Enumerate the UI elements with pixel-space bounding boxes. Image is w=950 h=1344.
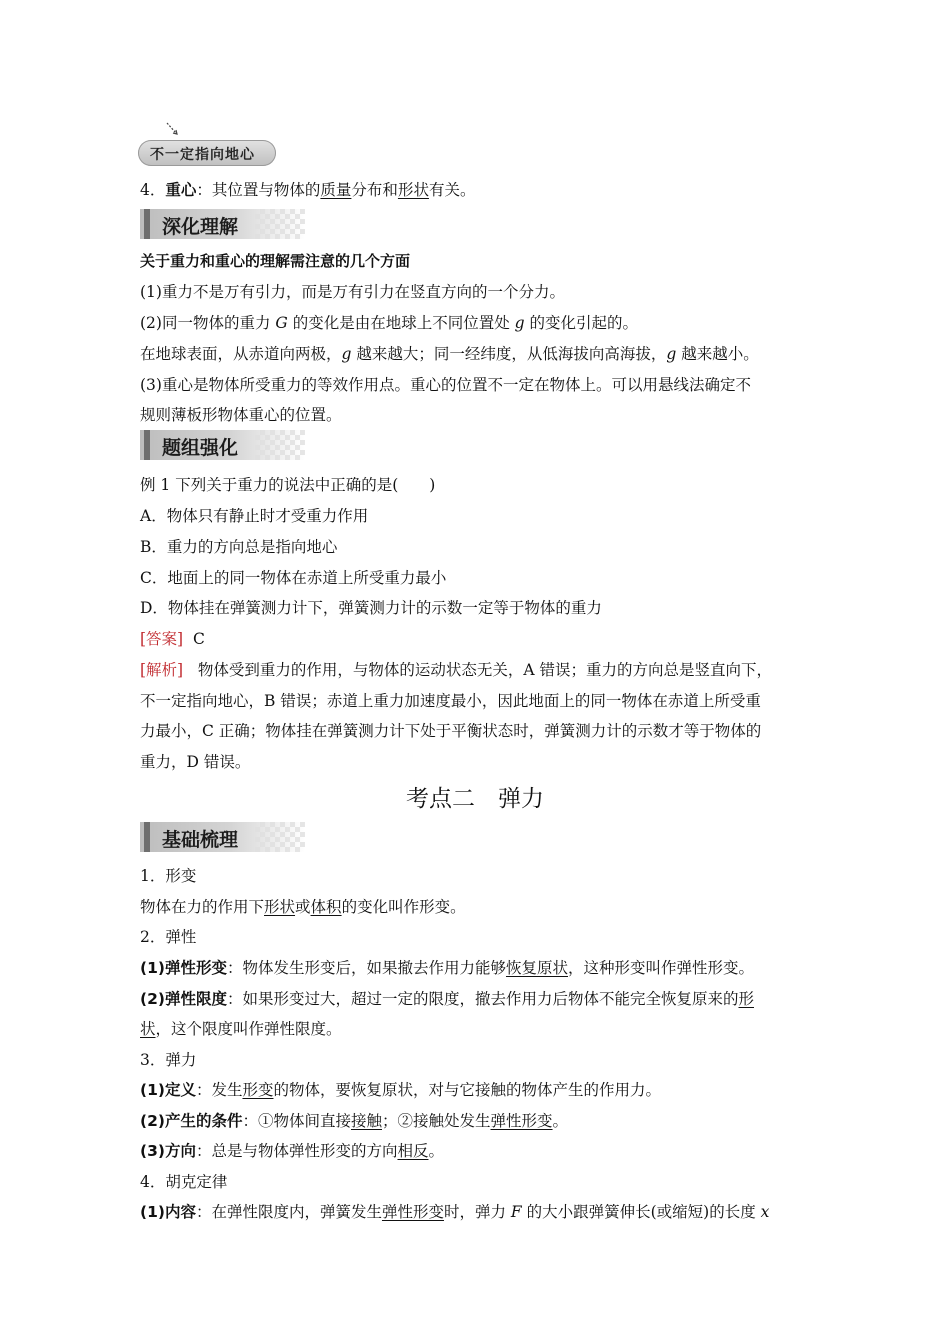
deepen-point-2-detail: 在地球表面，从赤道向两极，g 越来越大；同一经纬度，从低海拔向高海拔，g 越来越小。	[140, 345, 759, 363]
blank-deform: 形变	[242, 1081, 274, 1099]
deformation-definition: 物体在力的作用下形状或体积的变化叫作形变。	[140, 898, 466, 916]
section-bar-practice	[140, 430, 305, 460]
deepen-point-1: (1)重力不是万有引力，而是万有引力在竖直方向的一个分力。	[140, 283, 565, 301]
annotation-note-label: 不一定指向地心	[150, 147, 255, 163]
blank-mass: 质量	[320, 181, 352, 199]
blank-opposite: 相反	[397, 1142, 429, 1160]
blank-contact: 接触	[350, 1112, 382, 1130]
heading-elastic-force: 3．弹力	[140, 1051, 197, 1069]
section-heading-basics: 基础梳理	[162, 829, 239, 851]
analysis-label: [解析]	[140, 661, 184, 679]
blank-elastic-deform: 弹性形变	[490, 1112, 553, 1130]
elastic-deformation: (1)弹性形变：物体发生形变后，如果撤去作用力能够恢复原状，这种形变叫作弹性形变。	[140, 959, 755, 977]
option-b: B．重力的方向总是指向地心	[140, 538, 338, 556]
chapter-title: 考点二 弹力	[406, 786, 544, 812]
elastic-limit-line2: 状，这个限度叫作弹性限度。	[140, 1020, 342, 1038]
analysis-line1: [解析] 物体受到重力的作用，与物体的运动状态无关，A 错误；重力的方向总是竖直向下，	[140, 661, 773, 679]
blank-elastic-deform-2: 弹性形变	[381, 1203, 444, 1221]
heading-elasticity: 2．弹性	[140, 928, 197, 946]
section-heading-practice: 题组强化	[162, 437, 239, 459]
deepen-point-3-line2: 规则薄板形物体重心的位置。	[140, 406, 342, 424]
heading-deformation: 1．形变	[140, 867, 197, 885]
analysis-line3: 力最小，C 正确；物体挂在弹簧测力计下处于平衡状态时，弹簧测力计的示数才等于物体的	[140, 722, 762, 740]
blank-shape-2: 形状	[264, 898, 296, 916]
analysis-line4: 重力，D 错误。	[140, 753, 251, 771]
annotation-pointer-icon	[164, 120, 184, 140]
gravity-center-line: 4．重心：其位置与物体的质量分布和形状有关。	[140, 181, 476, 199]
hooke-content: (1)内容：在弹性限度内，弹簧发生弹性形变时，弹力 F 的大小跟弹簧伸长(或缩短)的长度 x	[140, 1203, 770, 1221]
heading-hooke: 4．胡克定律	[140, 1173, 228, 1191]
force-conditions: (2)产生的条件：①物体间直接接触；②接触处发生弹性形变。	[140, 1112, 569, 1130]
blank-shape-3b: 状	[140, 1020, 156, 1038]
option-a: A．物体只有静止时才受重力作用	[140, 507, 369, 525]
blank-volume: 体积	[310, 898, 342, 916]
blank-shape-3a: 形	[738, 990, 754, 1008]
option-c: C．地面上的同一物体在赤道上所受重力最小	[140, 569, 447, 587]
deepen-title: 关于重力和重心的理解需注意的几个方面	[140, 252, 411, 270]
deepen-point-2: (2)同一物体的重力 G 的变化是由在地球上不同位置处 g 的变化引起的。	[140, 314, 639, 332]
analysis-line2: 不一定指向地心，B 错误；赤道上重力加速度最小，因此地面上的同一物体在赤道上所受重	[140, 692, 761, 710]
option-d: D．物体挂在弹簧测力计下，弹簧测力计的示数一定等于物体的重力	[140, 599, 602, 617]
force-definition: (1)定义：发生形变的物体，要恢复原状，对与它接触的物体产生的作用力。	[140, 1081, 661, 1099]
annotation-note	[138, 140, 276, 166]
answer-label: [答案]	[140, 630, 184, 648]
answer-line	[140, 627, 205, 649]
blank-shape: 形状	[397, 181, 429, 199]
section-bar-basics	[140, 822, 305, 852]
example-question: 例 1 下列关于重力的说法中正确的是( )	[140, 476, 436, 494]
blank-recover: 恢复原状	[505, 959, 568, 977]
section-bar-deepen	[140, 209, 305, 239]
section-heading-deepen: 深化理解	[162, 216, 239, 238]
answer-value: C	[192, 630, 205, 648]
deepen-point-3-line1: (3)重心是物体所受重力的等效作用点。重心的位置不一定在物体上。可以用悬线法确定不	[140, 376, 751, 394]
elastic-limit-line1: (2)弹性限度：如果形变过大，超过一定的限度，撤去作用力后物体不能完全恢复原来的形	[140, 990, 754, 1008]
force-direction: (3)方向：总是与物体弹性形变的方向相反。	[140, 1142, 444, 1160]
